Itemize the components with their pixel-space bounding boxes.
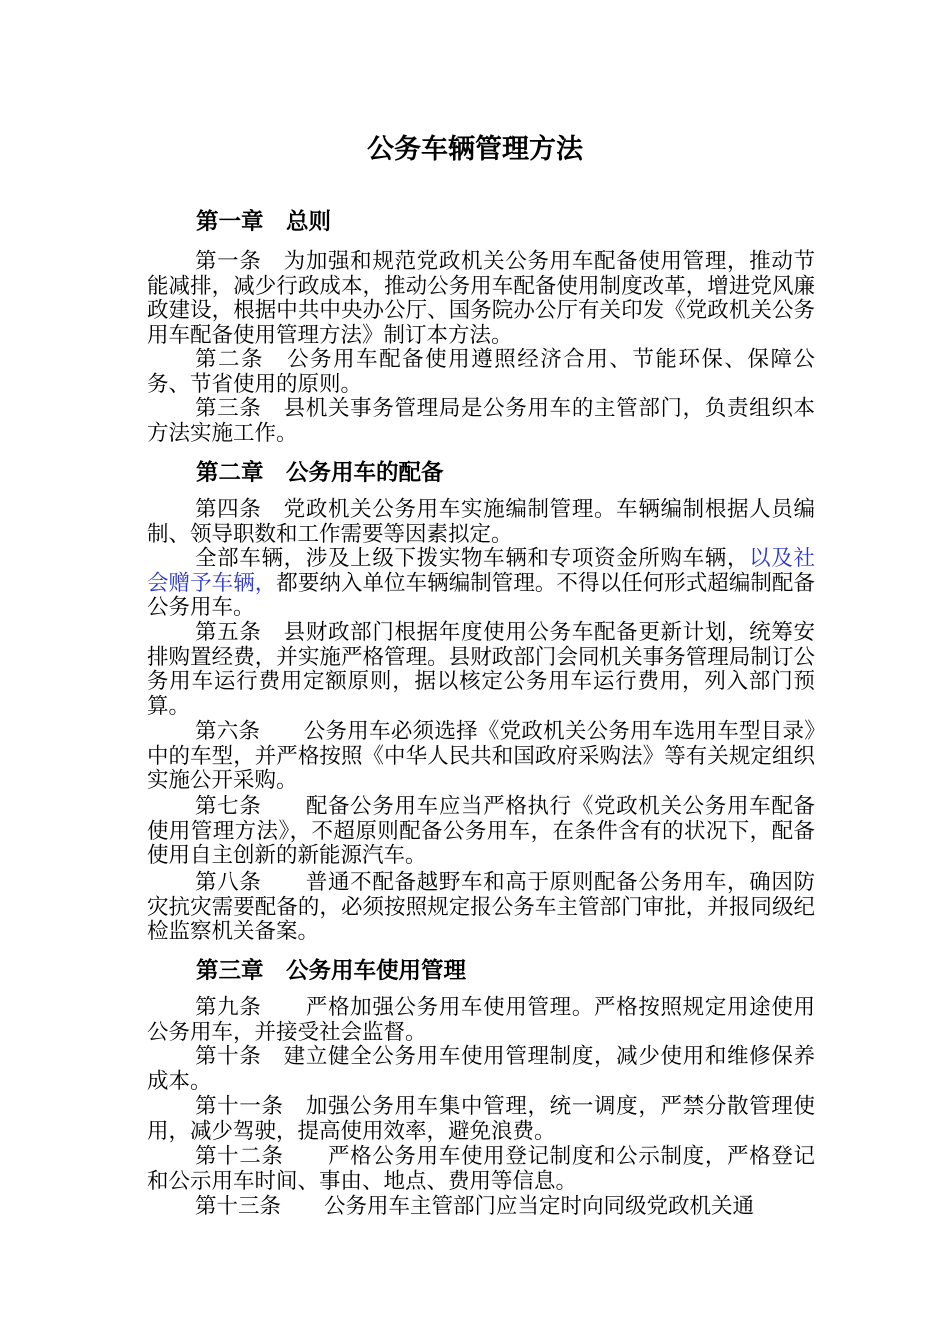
chapter-3-heading: 第三章 公务用车使用管理 <box>196 958 467 984</box>
article-2: 第二条 公务用车配备使用遵照经济合用、节能环保、保障公务、节省使用的原则。 <box>147 347 815 397</box>
chapter-1-heading: 第一章 总则 <box>196 209 332 235</box>
vehicles-text-highlight: 以及社会赠予车辆， <box>147 546 815 596</box>
vehicles-text-before: 全部车辆，涉及上级下拨实物车辆和专项资金所购车辆， <box>195 546 750 571</box>
article-6: 第六条 公务用车必须选择《党政机关公务用车选用车型目录》中的车型，并严格按照《中华人民共和国政府采购法》等有关规定组织实施公开采购。 <box>147 719 815 793</box>
article-1: 第一条 为加强和规范党政机关公务用车配备使用管理，推动节能减排，减少行政成本，推动公务用车配备使用制度改革，增进党风廉政建设，根据中共中央办公厅、国务院办公厅有关印发《党政机关公务用车配备使用管理方法》制订本方法。 <box>147 249 815 348</box>
article-12: 第十二条 严格公务用车使用登记制度和公示制度，严格登记和公示用车时间、事由、地点、费用等信息。 <box>147 1144 815 1194</box>
article-8: 第八条 普通不配备越野车和高于原则配备公务用车，确因防灾抗灾需要配备的，必须按照规定报公务车主管部门审批，并报同级纪检监察机关备案。 <box>147 870 815 944</box>
document-title: 公务车辆管理方法 <box>367 134 583 165</box>
article-3: 第三条 县机关事务管理局是公务用车的主管部门，负责组织本方法实施工作。 <box>147 396 815 446</box>
article-10: 第十条 建立健全公务用车使用管理制度，减少使用和维修保养成本。 <box>147 1044 815 1094</box>
article-5: 第五条 县财政部门根据年度使用公务车配备更新计划，统筹安排购置经费，并实施严格管理。县财政部门会同机关事务管理局制订公务用车运行费用定额原则，据以核定公务用车运行费用，列入部门预算。 <box>147 620 815 719</box>
vehicles-text-after: 都要纳入单位车辆编制管理。不得以任何形式超编制配备公务用车。 <box>147 570 815 620</box>
article-4-vehicles-paragraph <box>147 547 815 621</box>
article-9: 第九条 严格加强公务用车使用管理。严格按照规定用途使用公务用车，并接受社会监督。 <box>147 995 815 1045</box>
article-13: 第十三条 公务用车主管部门应当定时向同级党政机关通 <box>195 1194 755 1219</box>
chapter-2-heading: 第二章 公务用车的配备 <box>196 460 444 486</box>
article-4: 第四条 党政机关公务用车实施编制管理。车辆编制根据人员编制、领导职数和工作需要等因素拟定。 <box>147 497 815 547</box>
article-11: 第十一条 加强公务用车集中管理，统一调度，严禁分散管理使用，减少驾驶，提高使用效率，避免浪费。 <box>147 1094 815 1144</box>
article-7: 第七条 配备公务用车应当严格执行《党政机关公务用车配备使用管理方法》，不超原则配备公务用车，在条件含有的状况下，配备使用自主创新的新能源汽车。 <box>147 794 815 868</box>
